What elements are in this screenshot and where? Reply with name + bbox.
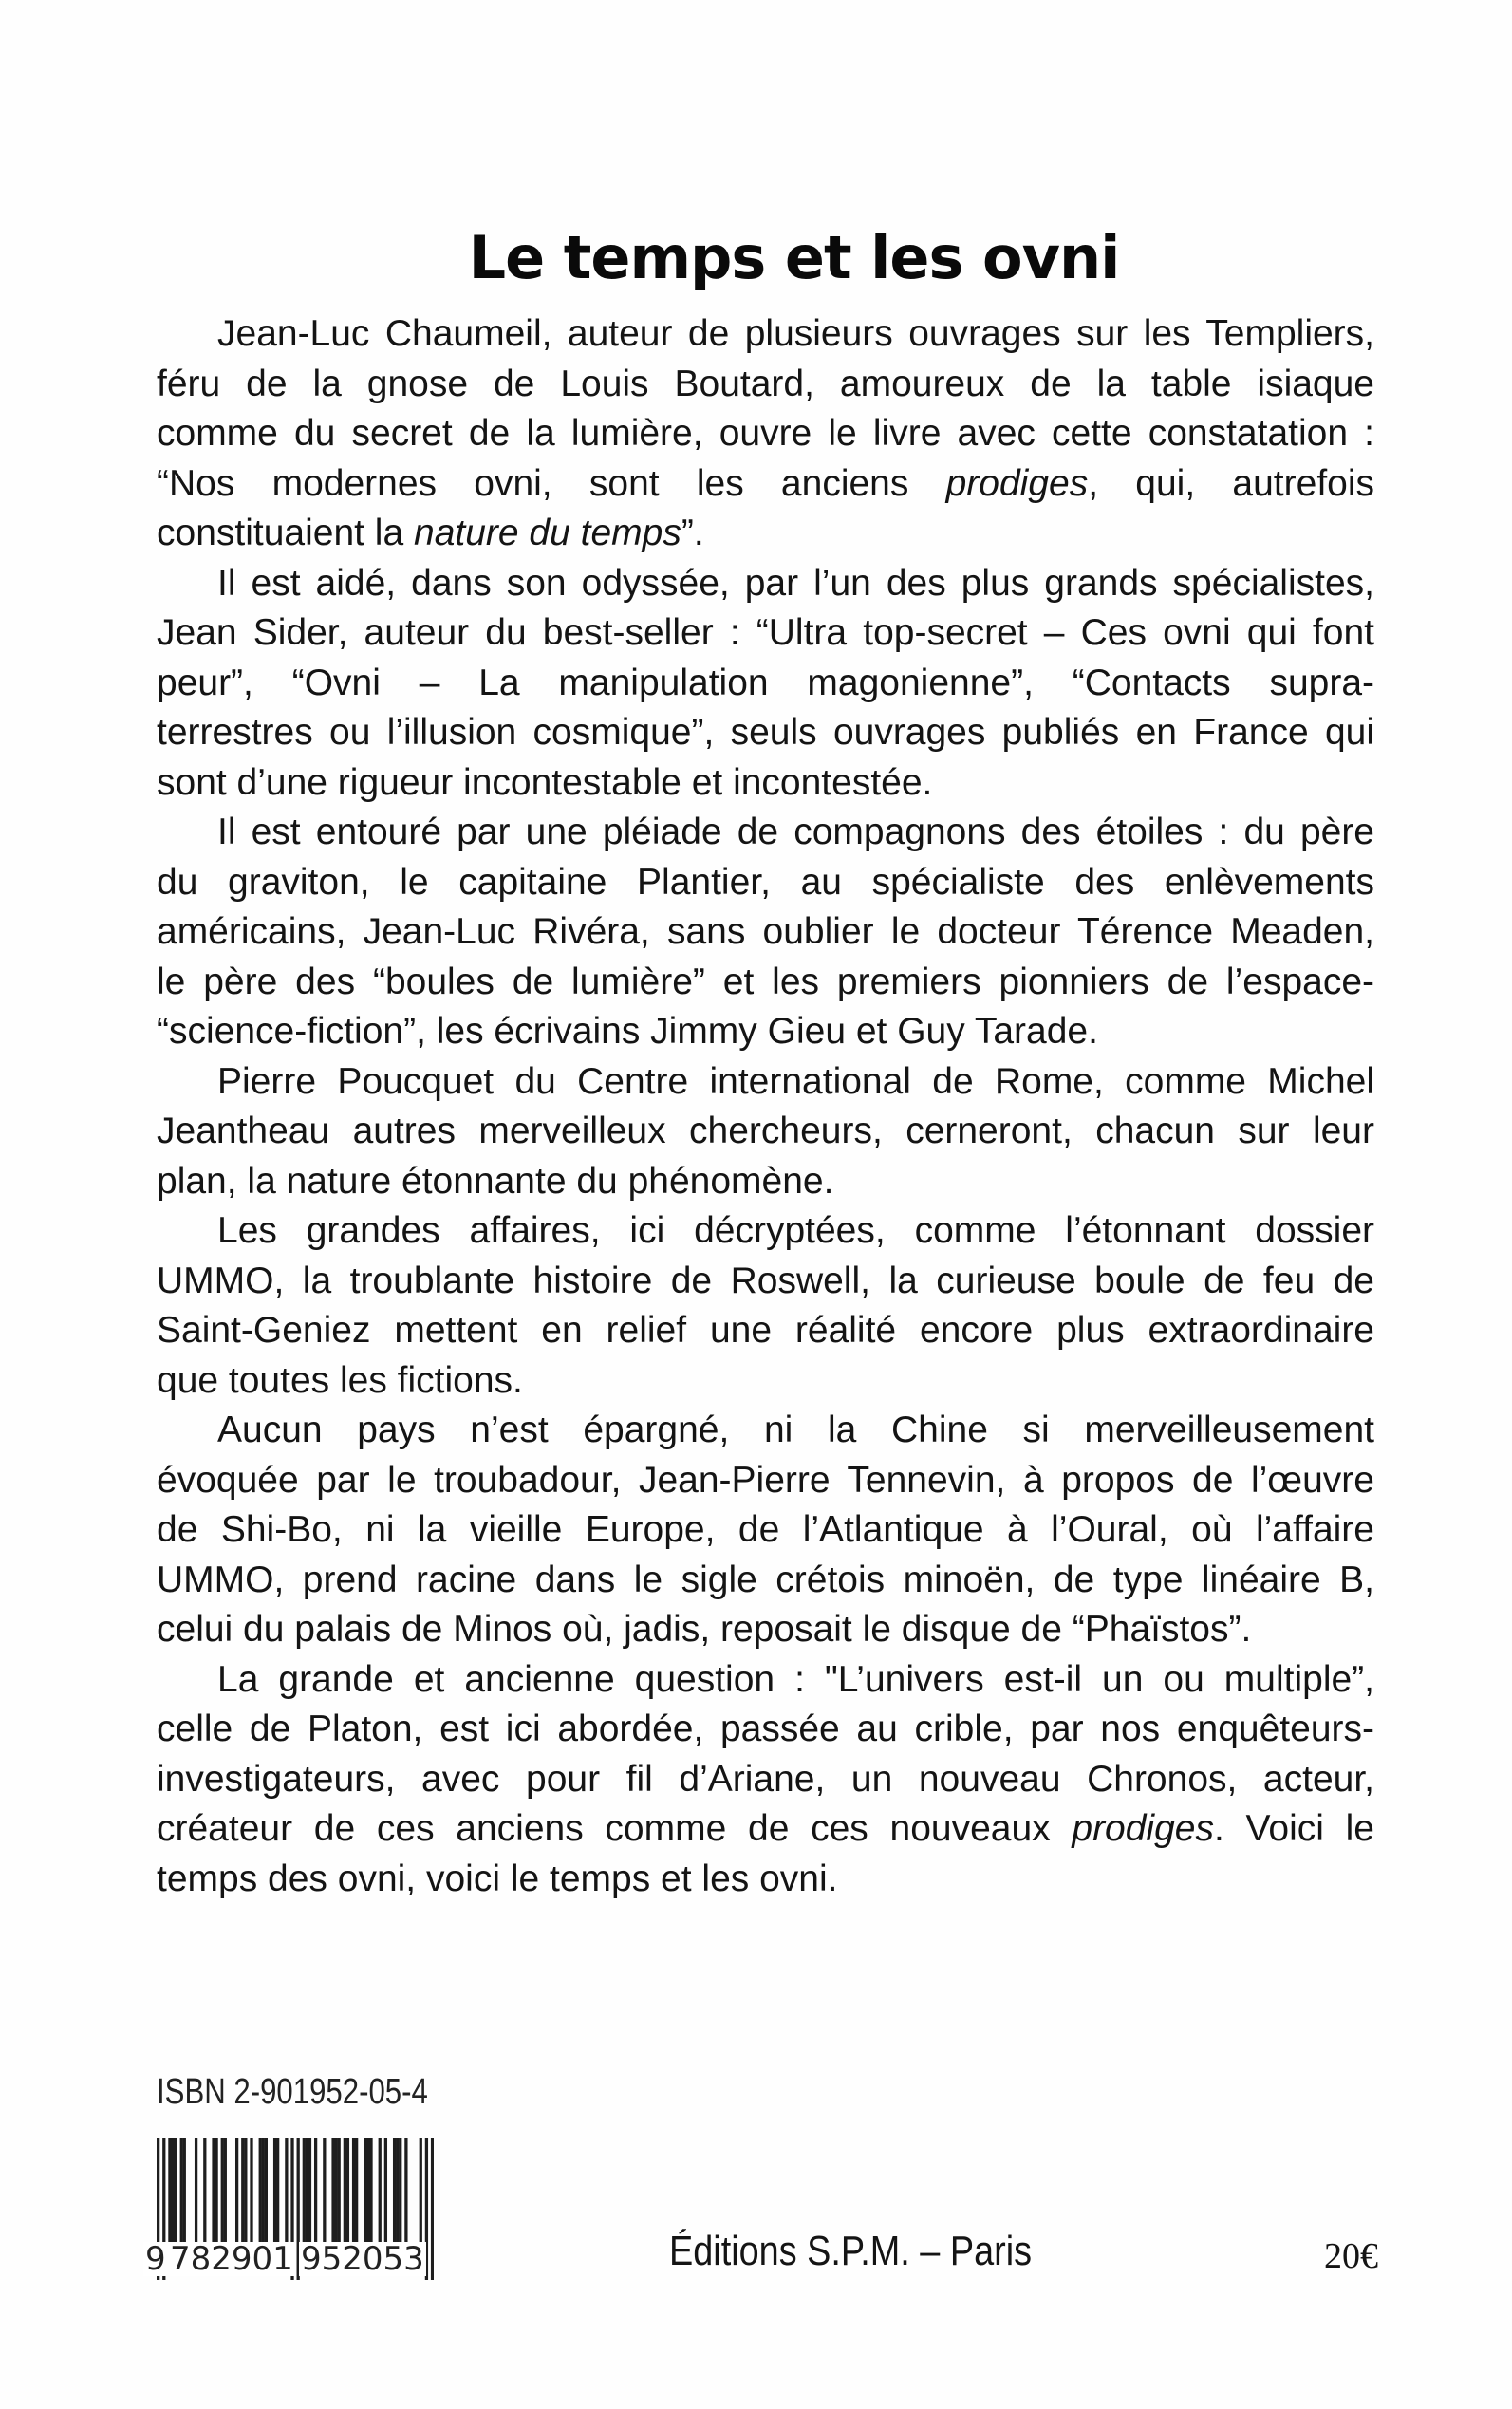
text-run: , qui, autrefois bbox=[1088, 462, 1375, 504]
blurb-line bbox=[157, 559, 1374, 609]
blurb-line bbox=[157, 1306, 1374, 1356]
blurb-text bbox=[157, 309, 1374, 1904]
blurb-line bbox=[157, 1206, 1374, 1257]
blurb-line bbox=[157, 858, 1374, 908]
blurb-line bbox=[157, 1456, 1374, 1506]
text-run: de Shi-Bo, ni la vieille Europe, de l’Atlantique à l’Oural, où l’affaire bbox=[157, 1509, 1374, 1550]
text-run: Jeantheau autres merveilleux chercheurs, cerneront, chacun sur leur bbox=[157, 1111, 1374, 1151]
text-run: ”. bbox=[681, 513, 704, 553]
text-run: évoquée par le troubadour, Jean-Pierre Tennevin, à propos de l’œuvre bbox=[157, 1459, 1374, 1501]
text-run: du graviton, le capitaine Plantier, au spécialiste des enlèvements bbox=[157, 861, 1374, 903]
text-run: plan, la nature étonnante du phénomène. bbox=[157, 1160, 834, 1202]
blurb-line bbox=[157, 1705, 1374, 1755]
blurb-line bbox=[157, 360, 1374, 410]
text-run: constituaient la bbox=[157, 513, 415, 553]
blurb-line bbox=[157, 1107, 1374, 1157]
text-run: américains, Jean-Luc Rivéra, sans oublier le docteur Térence Meaden, bbox=[157, 911, 1374, 952]
italic-text: nature du temps bbox=[414, 513, 681, 553]
text-run: Jean Sider, auteur du best-seller : “Ultra top-secret – Ces ovni qui font bbox=[157, 612, 1374, 653]
publisher-name: Éditions S.P.M. – Paris bbox=[669, 2228, 1033, 2274]
text-run: comme du secret de la lumière, ouvre le livre avec cette constatation : bbox=[157, 413, 1374, 454]
barcode-digit-group-left: 782901 bbox=[170, 2240, 293, 2278]
italic-text: prodiges bbox=[1072, 1808, 1214, 1849]
blurb-line bbox=[157, 1157, 1374, 1207]
text-run: Saint-Geniez mettent en relief une réalité encore plus extraordinaire bbox=[157, 1310, 1374, 1351]
blurb-line bbox=[157, 1007, 1374, 1057]
blurb-line bbox=[157, 1655, 1374, 1706]
blurb-line bbox=[157, 1556, 1374, 1606]
blurb-line bbox=[157, 659, 1374, 709]
blurb-paragraph bbox=[157, 1406, 1374, 1655]
blurb-line bbox=[157, 608, 1374, 659]
barcode-digit-group-prefix: 9 bbox=[145, 2240, 166, 2278]
blurb-paragraph bbox=[157, 1057, 1374, 1207]
text-run: peur”, “Ovni – La manipulation magonienne”, “Contacts supra- bbox=[157, 662, 1374, 703]
blurb-line bbox=[157, 808, 1374, 858]
blurb-line bbox=[157, 1406, 1374, 1456]
text-run: “science-fiction”, les écrivains Jimmy Gieu et Guy Tarade. bbox=[157, 1011, 1098, 1052]
text-run: terrestres ou l’illusion cosmique”, seuls ouvrages publiés en France qui bbox=[157, 712, 1374, 753]
isbn-label: ISBN 2-901952-05-4 bbox=[157, 2072, 428, 2112]
blurb-paragraph bbox=[157, 559, 1374, 809]
text-run: créateur de ces anciens comme de ces nouveaux bbox=[157, 1808, 1073, 1849]
text-run: celui du palais de Minos où, jadis, reposait le disque de “Phaïstos”. bbox=[157, 1609, 1252, 1650]
blurb-paragraph bbox=[157, 309, 1374, 559]
text-run: temps des ovni, voici le temps et les ovni. bbox=[157, 1858, 838, 1899]
text-run: . Voici le bbox=[1213, 1808, 1374, 1849]
text-run: “Nos modernes ovni, sont les anciens bbox=[157, 462, 946, 504]
blurb-line bbox=[157, 1057, 1374, 1108]
book-title: Le temps et les ovni bbox=[468, 222, 1120, 292]
text-run: que toutes les fictions. bbox=[157, 1359, 523, 1401]
blurb-paragraph bbox=[157, 1206, 1374, 1406]
text-run: investigateurs, avec pour fil d’Ariane, un nouveau Chronos, acteur, bbox=[157, 1758, 1374, 1800]
blurb-line bbox=[157, 459, 1374, 510]
blurb-line bbox=[157, 1505, 1374, 1556]
text-run: UMMO, la troublante histoire de Roswell, la curieuse boule de feu de bbox=[157, 1260, 1374, 1301]
text-run: Aucun pays n’est épargné, ni la Chine si merveilleusement bbox=[217, 1410, 1374, 1450]
blurb-paragraph bbox=[157, 1655, 1374, 1905]
text-run: Pierre Poucquet du Centre international de Rome, comme Michel bbox=[217, 1060, 1374, 1102]
blurb-line bbox=[157, 509, 1374, 559]
text-run: UMMO, prend racine dans le sigle crétois minoën, de type linéaire B, bbox=[157, 1559, 1374, 1600]
blurb-line bbox=[157, 1755, 1374, 1805]
price: 20€ bbox=[1324, 2236, 1378, 2276]
blurb-line bbox=[157, 309, 1374, 360]
text-run: Jean-Luc Chaumeil, auteur de plusieurs ouvrages sur les Templiers, bbox=[217, 313, 1374, 354]
text-run: Les grandes affaires, ici décryptées, comme l’étonnant dossier bbox=[217, 1210, 1374, 1251]
blurb-line bbox=[157, 409, 1374, 459]
text-run: La grande et ancienne question : "L’univers est-il un ou multiple”, bbox=[217, 1658, 1374, 1700]
blurb-line bbox=[157, 1855, 1374, 1905]
blurb-line bbox=[157, 1605, 1374, 1655]
blurb-line bbox=[157, 1356, 1374, 1407]
blurb-line bbox=[157, 1804, 1374, 1855]
text-run: Il est aidé, dans son odyssée, par l’un des plus grands spécialistes, bbox=[217, 562, 1374, 604]
blurb-line bbox=[157, 907, 1374, 958]
blurb-line bbox=[157, 958, 1374, 1008]
blurb-paragraph bbox=[157, 808, 1374, 1057]
text-run: celle de Platon, est ici abordée, passée au crible, par nos enquêteurs- bbox=[157, 1709, 1374, 1749]
text-run: le père des “boules de lumière” et les premiers pionniers de l’espace- bbox=[157, 961, 1374, 1002]
blurb-line bbox=[157, 758, 1374, 809]
blurb-line bbox=[157, 708, 1374, 758]
text-run: sont d’une rigueur incontestable et incontestée. bbox=[157, 761, 933, 803]
text-run: Il est entouré par une pléiade de compagnons des étoiles : du père bbox=[217, 812, 1374, 852]
text-run: féru de la gnose de Louis Boutard, amoureux de la table isiaque bbox=[157, 363, 1374, 404]
italic-text: prodiges bbox=[945, 462, 1089, 504]
barcode-digit-group-right: 952053 bbox=[301, 2240, 424, 2278]
blurb-line bbox=[157, 1257, 1374, 1307]
